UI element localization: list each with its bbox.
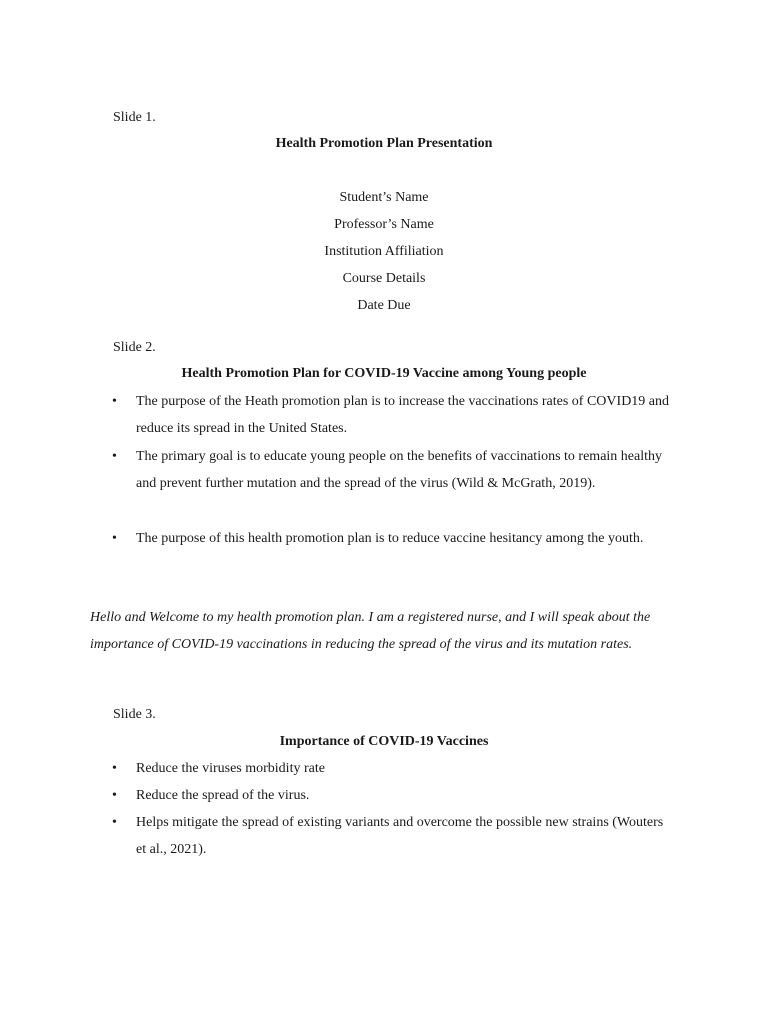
slide-2-bullet-2: The primary goal is to educate young people on the benefits of vaccinations to remain healthy and prevent further mutation and the spread of the virus (Wild & McGrath, 2019).	[136, 449, 662, 491]
bullet-marker: •	[112, 449, 117, 464]
course-details: Course Details	[342, 271, 426, 286]
bullet-marker: •	[112, 394, 117, 409]
slide-3-bullet-2: Reduce the spread of the virus.	[136, 788, 310, 803]
bullet-marker: •	[112, 815, 117, 830]
slide-2-bullet-1: The purpose of the Heath promotion plan is to increase the vaccinations rates of COVID19 and reduce its spread in the United States.	[136, 394, 670, 436]
student-name: Student’s Name	[339, 190, 429, 205]
bullet-marker: •	[112, 788, 117, 803]
professor-name: Professor’s Name	[334, 217, 434, 232]
slide-2-label: Slide 2.	[113, 340, 156, 355]
bullet-marker: •	[112, 531, 117, 546]
slide-3-bullet-1: Reduce the viruses morbidity rate	[136, 761, 325, 776]
slide-3-bullet-3: Helps mitigate the spread of existing variants and overcome the possible new strains (Wouters et al., 2021).	[136, 815, 664, 857]
slide-3-title: Importance of COVID-19 Vaccines	[279, 734, 489, 749]
slide-3-label: Slide 3.	[113, 707, 156, 722]
institution-affiliation: Institution Affiliation	[324, 244, 444, 259]
slide-2-title: Health Promotion Plan for COVID-19 Vaccine among Young people	[181, 366, 587, 381]
date-due: Date Due	[357, 298, 411, 313]
bullet-marker: •	[112, 761, 117, 776]
slide-1-label: Slide 1.	[113, 110, 156, 125]
speaker-notes-paragraph: Hello and Welcome to my health promotion plan. I am a registered nurse, and I will speak about the importance of COVID-19 vaccinations in reducing the spread of the virus and its mutation rates.	[90, 610, 651, 652]
slide-2-bullet-3: The purpose of this health promotion plan is to reduce vaccine hesitancy among the youth.	[136, 531, 644, 546]
slide-1-title: Health Promotion Plan Presentation	[275, 136, 493, 151]
